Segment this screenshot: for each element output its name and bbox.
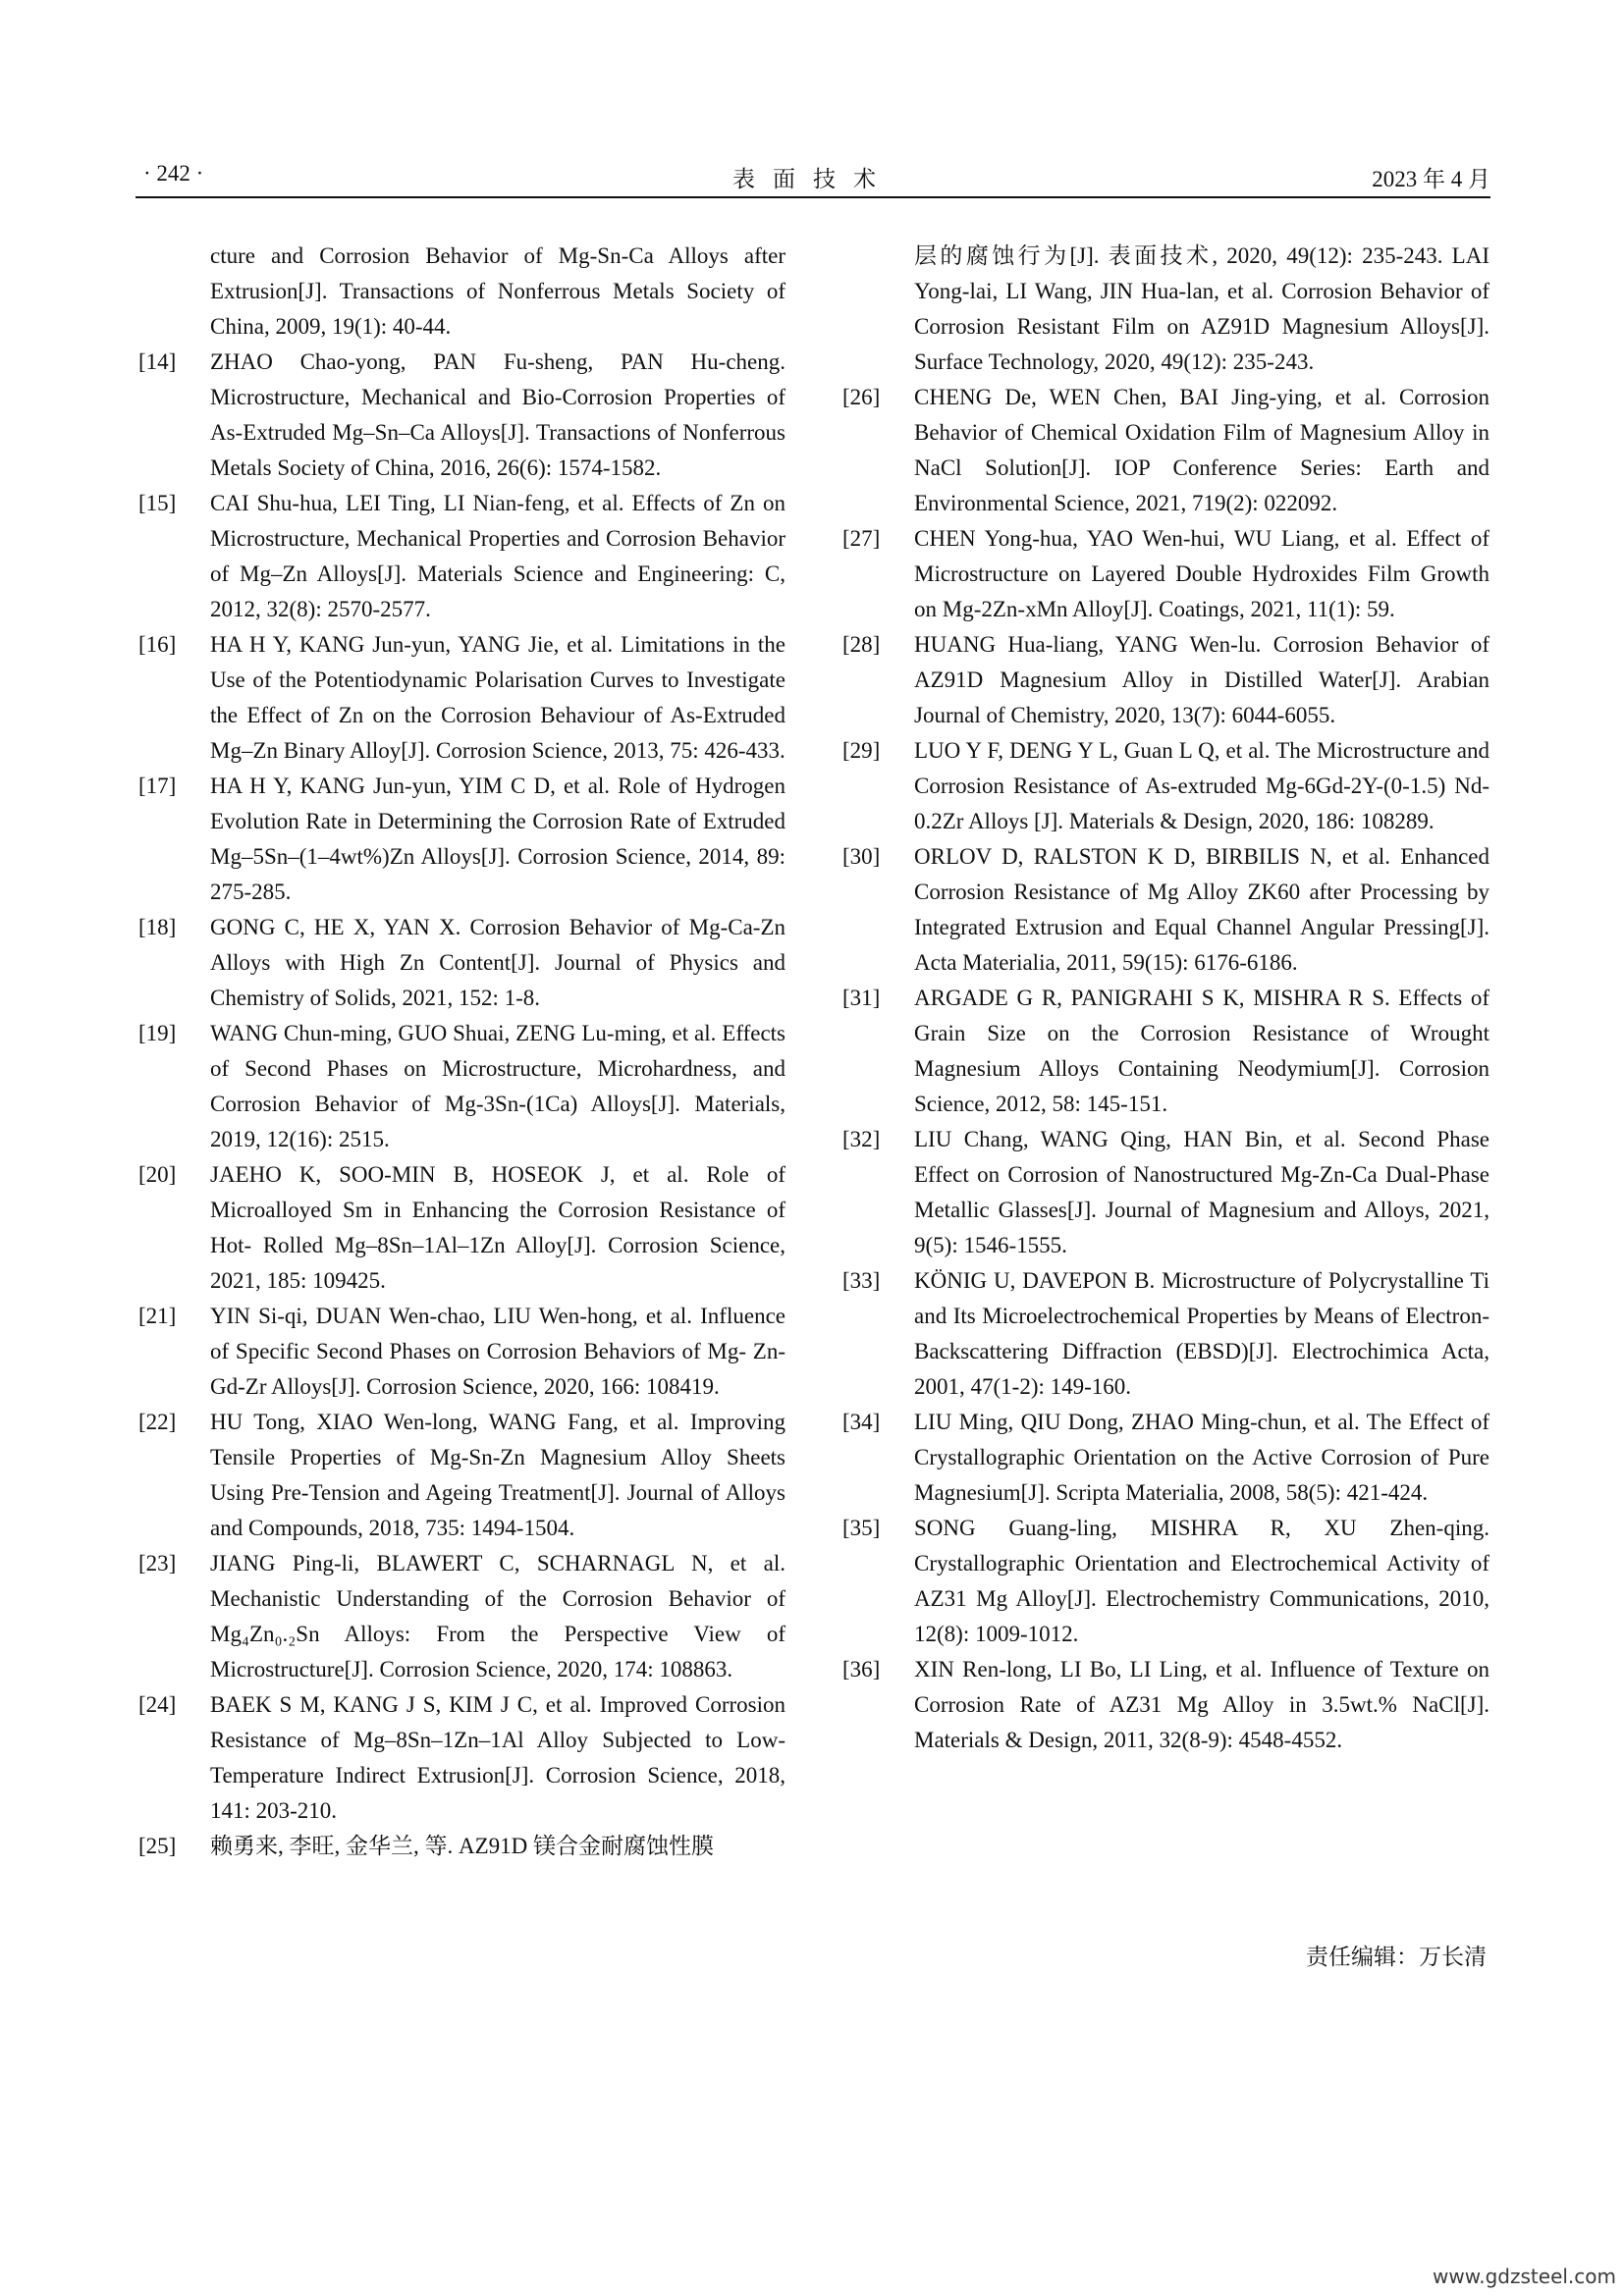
reference-text: CHEN Yong-hua, YAO Wen-hui, WU Liang, et al. Effect of Microstructure on Layered Double Hydroxides Film Growth on Mg-2Zn-xMn Alloy[J]. Coatings, 2021, 11(1): 59. [914,526,1489,621]
reference-item [839,1263,1489,1405]
reference-number: [22] [138,1410,177,1434]
reference-item [135,1405,785,1546]
reference-number: [19] [138,1021,177,1045]
reference-number: [23] [138,1551,177,1575]
reference-number: [34] [842,1410,881,1434]
page-number: · 242 · [143,161,204,186]
reference-number: [35] [842,1516,881,1540]
reference-number: [20] [138,1162,177,1187]
reference-text: YIN Si-qi, DUAN Wen-chao, LIU Wen-hong, et al. Influence of Specific Second Phases on Corrosion Behaviors of Mg- Zn-Gd-Zr Alloys[J]. Corrosion Science, 2020, 166: 108419. [210,1304,785,1399]
right-column [839,239,1489,1758]
journal-title: 表面技术 [732,167,893,191]
reference-text: HUANG Hua-liang, YANG Wen-lu. Corrosion Behavior of AZ91D Magnesium Alloy in Distilled Water[J]. Arabian Journal of Chemistry, 2020, 13(7): 6044-6055. [914,632,1489,727]
reference-number: [36] [842,1657,881,1682]
reference-item [135,486,785,627]
left-column [135,239,785,1864]
reference-item [135,1016,785,1157]
reference-text: CAI Shu-hua, LEI Ting, LI Nian-feng, et al. Effects of Zn on Microstructure, Mechanical Properties and Corrosion Behavior of Mg–Zn Alloys[J]. Materials Science and Engineering: C, 2012, 32(8): 2570-2577. [210,491,785,621]
reference-text: KÖNIG U, DAVEPON B. Microstructure of Polycrystalline Ti and Its Microelectrochemical Properties by Means of Electron-Backscattering Diffraction (EBSD)[J]. Electrochimica Acta, 2001, 47(1-2): 149-160. [914,1268,1489,1399]
reference-item [135,345,785,486]
reference-text: LUO Y F, DENG Y L, Guan L Q, et al. The Microstructure and Corrosion Resistance of As-extruded Mg-6Gd-2Y-(0-1.5) Nd-0.2Zr Alloys [J]. Materials & Design, 2020, 186: 108289. [914,738,1489,833]
reference-number: [25] [138,1834,177,1858]
reference-text: LIU Ming, QIU Dong, ZHAO Ming-chun, et al. The Effect of Crystallographic Orientation on the Active Corrosion of Pure Magnesium[J]. Scripta Materialia, 2008, 58(5): 421-424. [914,1410,1489,1505]
reference-item [135,1546,785,1687]
reference-item [135,1299,785,1405]
reference-text: HU Tong, XIAO Wen-long, WANG Fang, et al. Improving Tensile Properties of Mg-Sn-Zn Magnesium Alloy Sheets Using Pre-Tension and Ageing Treatment[J]. Journal of Alloys and Compounds, 2018, 735: 1494-1504. [210,1410,785,1540]
reference-number: [30] [842,844,881,869]
reference-item [135,1157,785,1299]
reference-item [839,981,1489,1122]
reference-text: cture and Corrosion Behavior of Mg-Sn-Ca Alloys after Extrusion[J]. Transactions of Nonferrous Metals Society of China, 2009, 19(1): 40-44. [210,243,785,339]
reference-text: CHENG De, WEN Chen, BAI Jing-ying, et al. Corrosion Behavior of Chemical Oxidation Film of Magnesium Alloy in NaCl Solution[J]. IOP Conference Series: Earth and Environmental Science, 2021, 719(2): 022092. [914,385,1489,515]
reference-number: [26] [842,385,881,409]
reference-item [135,239,785,345]
reference-number: [15] [138,491,177,515]
reference-number: [18] [138,915,177,939]
reference-number: [32] [842,1127,881,1151]
reference-item [135,1687,785,1829]
reference-number: [16] [138,632,177,657]
reference-text: WANG Chun-ming, GUO Shuai, ZENG Lu-ming, et al. Effects of Second Phases on Microstructure, Microhardness, and Corrosion Behavior of Mg-3Sn-(1Ca) Alloys[J]. Materials, 2019, 12(16): 2515. [210,1021,785,1151]
reference-text: HA H Y, KANG Jun-yun, YIM C D, et al. Role of Hydrogen Evolution Rate in Determining the Corrosion Rate of Extruded Mg–5Sn–(1–4wt%)Zn Alloys[J]. Corrosion Science, 2014, 89: 275-285. [210,774,785,904]
reference-item [135,910,785,1016]
reference-text: JIANG Ping-li, BLAWERT C, SCHARNAGL N, et al. Mechanistic Understanding of the Corrosion Behavior of Mg₄Zn₀.₂Sn Alloys: From the Perspective View of Microstructure[J]. Corrosion Science, 2020, 174: 108863. [210,1551,785,1682]
reference-item [839,839,1489,981]
reference-item [839,1405,1489,1511]
reference-number: [17] [138,774,177,798]
reference-number: [29] [842,738,881,763]
reference-text: SONG Guang-ling, MISHRA R, XU Zhen-qing. Crystallographic Orientation and Electrochemical Activity of AZ31 Mg Alloy[J]. Electrochemistry Communications, 2010, 12(8): 1009-1012. [914,1516,1489,1646]
reference-text: JAEHO K, SOO-MIN B, HOSEOK J, et al. Role of Microalloyed Sm in Enhancing the Corrosion Resistance of Hot- Rolled Mg–8Sn–1Al–1Zn Alloy[J]. Corrosion Science, 2021, 185: 109425. [210,1162,785,1293]
reference-text: ORLOV D, RALSTON K D, BIRBILIS N, et al. Enhanced Corrosion Resistance of Mg Alloy ZK60 after Processing by Integrated Extrusion and Equal Channel Angular Pressing[J]. Acta Materialia, 2011, 59(15): 6176-6186. [914,844,1489,975]
reference-item [135,627,785,769]
reference-item [839,239,1489,380]
reference-text: 层的腐蚀行为[J]. 表面技术, 2020, 49(12): 235-243. LAI Yong-lai, LI Wang, JIN Hua-lan, et al. Corrosion Behavior of Corrosion Resistant Film on AZ91D Magnesium Alloys[J]. Surface Technology, 2020, 49(12): 235-243. [914,243,1489,374]
reference-number: [14] [138,349,177,374]
site-watermark: www.gdzsteel.com [1433,2265,1616,2288]
reference-item [839,1122,1489,1263]
reference-item [135,1829,785,1864]
reference-number: [31] [842,986,881,1010]
reference-text: LIU Chang, WANG Qing, HAN Bin, et al. Second Phase Effect on Corrosion of Nanostructured Mg-Zn-Ca Dual-Phase Metallic Glasses[J]. Journal of Magnesium and Alloys, 2021, 9(5): 1546-1555. [914,1127,1489,1257]
reference-item [839,1652,1489,1758]
reference-number: [28] [842,632,881,657]
reference-text: GONG C, HE X, YAN X. Corrosion Behavior of Mg-Ca-Zn Alloys with High Zn Content[J]. Journal of Physics and Chemistry of Solids, 2021, 152: 1-8. [210,915,785,1010]
reference-number: [24] [138,1692,177,1717]
page-header [135,155,1490,198]
reference-item [839,1511,1489,1652]
reference-text: BAEK S M, KANG J S, KIM J C, et al. Improved Corrosion Resistance of Mg–8Sn–1Zn–1Al Alloy Subjected to Low- Temperature Indirect Extrusion[J]. Corrosion Science, 2018, 141: 203-210. [210,1692,785,1823]
responsible-editor: 责任编辑：万长清 [1306,1945,1487,1969]
reference-text: HA H Y, KANG Jun-yun, YANG Jie, et al. Limitations in the Use of the Potentiodynamic Polarisation Curves to Investigate the Effect of Zn on the Corrosion Behaviour of As-Extruded Mg–Zn Binary Alloy[J]. Corrosion Science, 2013, 75: 426-433. [210,632,785,763]
reference-number: [21] [138,1304,177,1328]
reference-number: [27] [842,526,881,551]
reference-text: 赖勇来, 李旺, 金华兰, 等. AZ91D 镁合金耐腐蚀性膜 [210,1834,715,1858]
issue-date: 2023 年 4 月 [1372,167,1490,191]
reference-text: ARGADE G R, PANIGRAHI S K, MISHRA R S. Effects of Grain Size on the Corrosion Resistance of Wrought Magnesium Alloys Containing Neodymium[J]. Corrosion Science, 2012, 58: 145-151. [914,986,1489,1116]
reference-number: [33] [842,1268,881,1293]
reference-item [839,733,1489,839]
reference-item [839,627,1489,733]
reference-item [839,521,1489,627]
reference-item [135,769,785,910]
reference-text: ZHAO Chao-yong, PAN Fu-sheng, PAN Hu-cheng. Microstructure, Mechanical and Bio-Corrosion Properties of As-Extruded Mg–Sn–Ca Alloys[J]. Transactions of Nonferrous Metals Society of China, 2016, 26(6): 1574-1582. [210,349,785,480]
reference-text: XIN Ren-long, LI Bo, LI Ling, et al. Influence of Texture on Corrosion Rate of AZ31 Mg Alloy in 3.5wt.% NaCl[J]. Materials & Design, 2011, 32(8-9): 4548-4552. [914,1657,1489,1752]
reference-item [839,380,1489,521]
